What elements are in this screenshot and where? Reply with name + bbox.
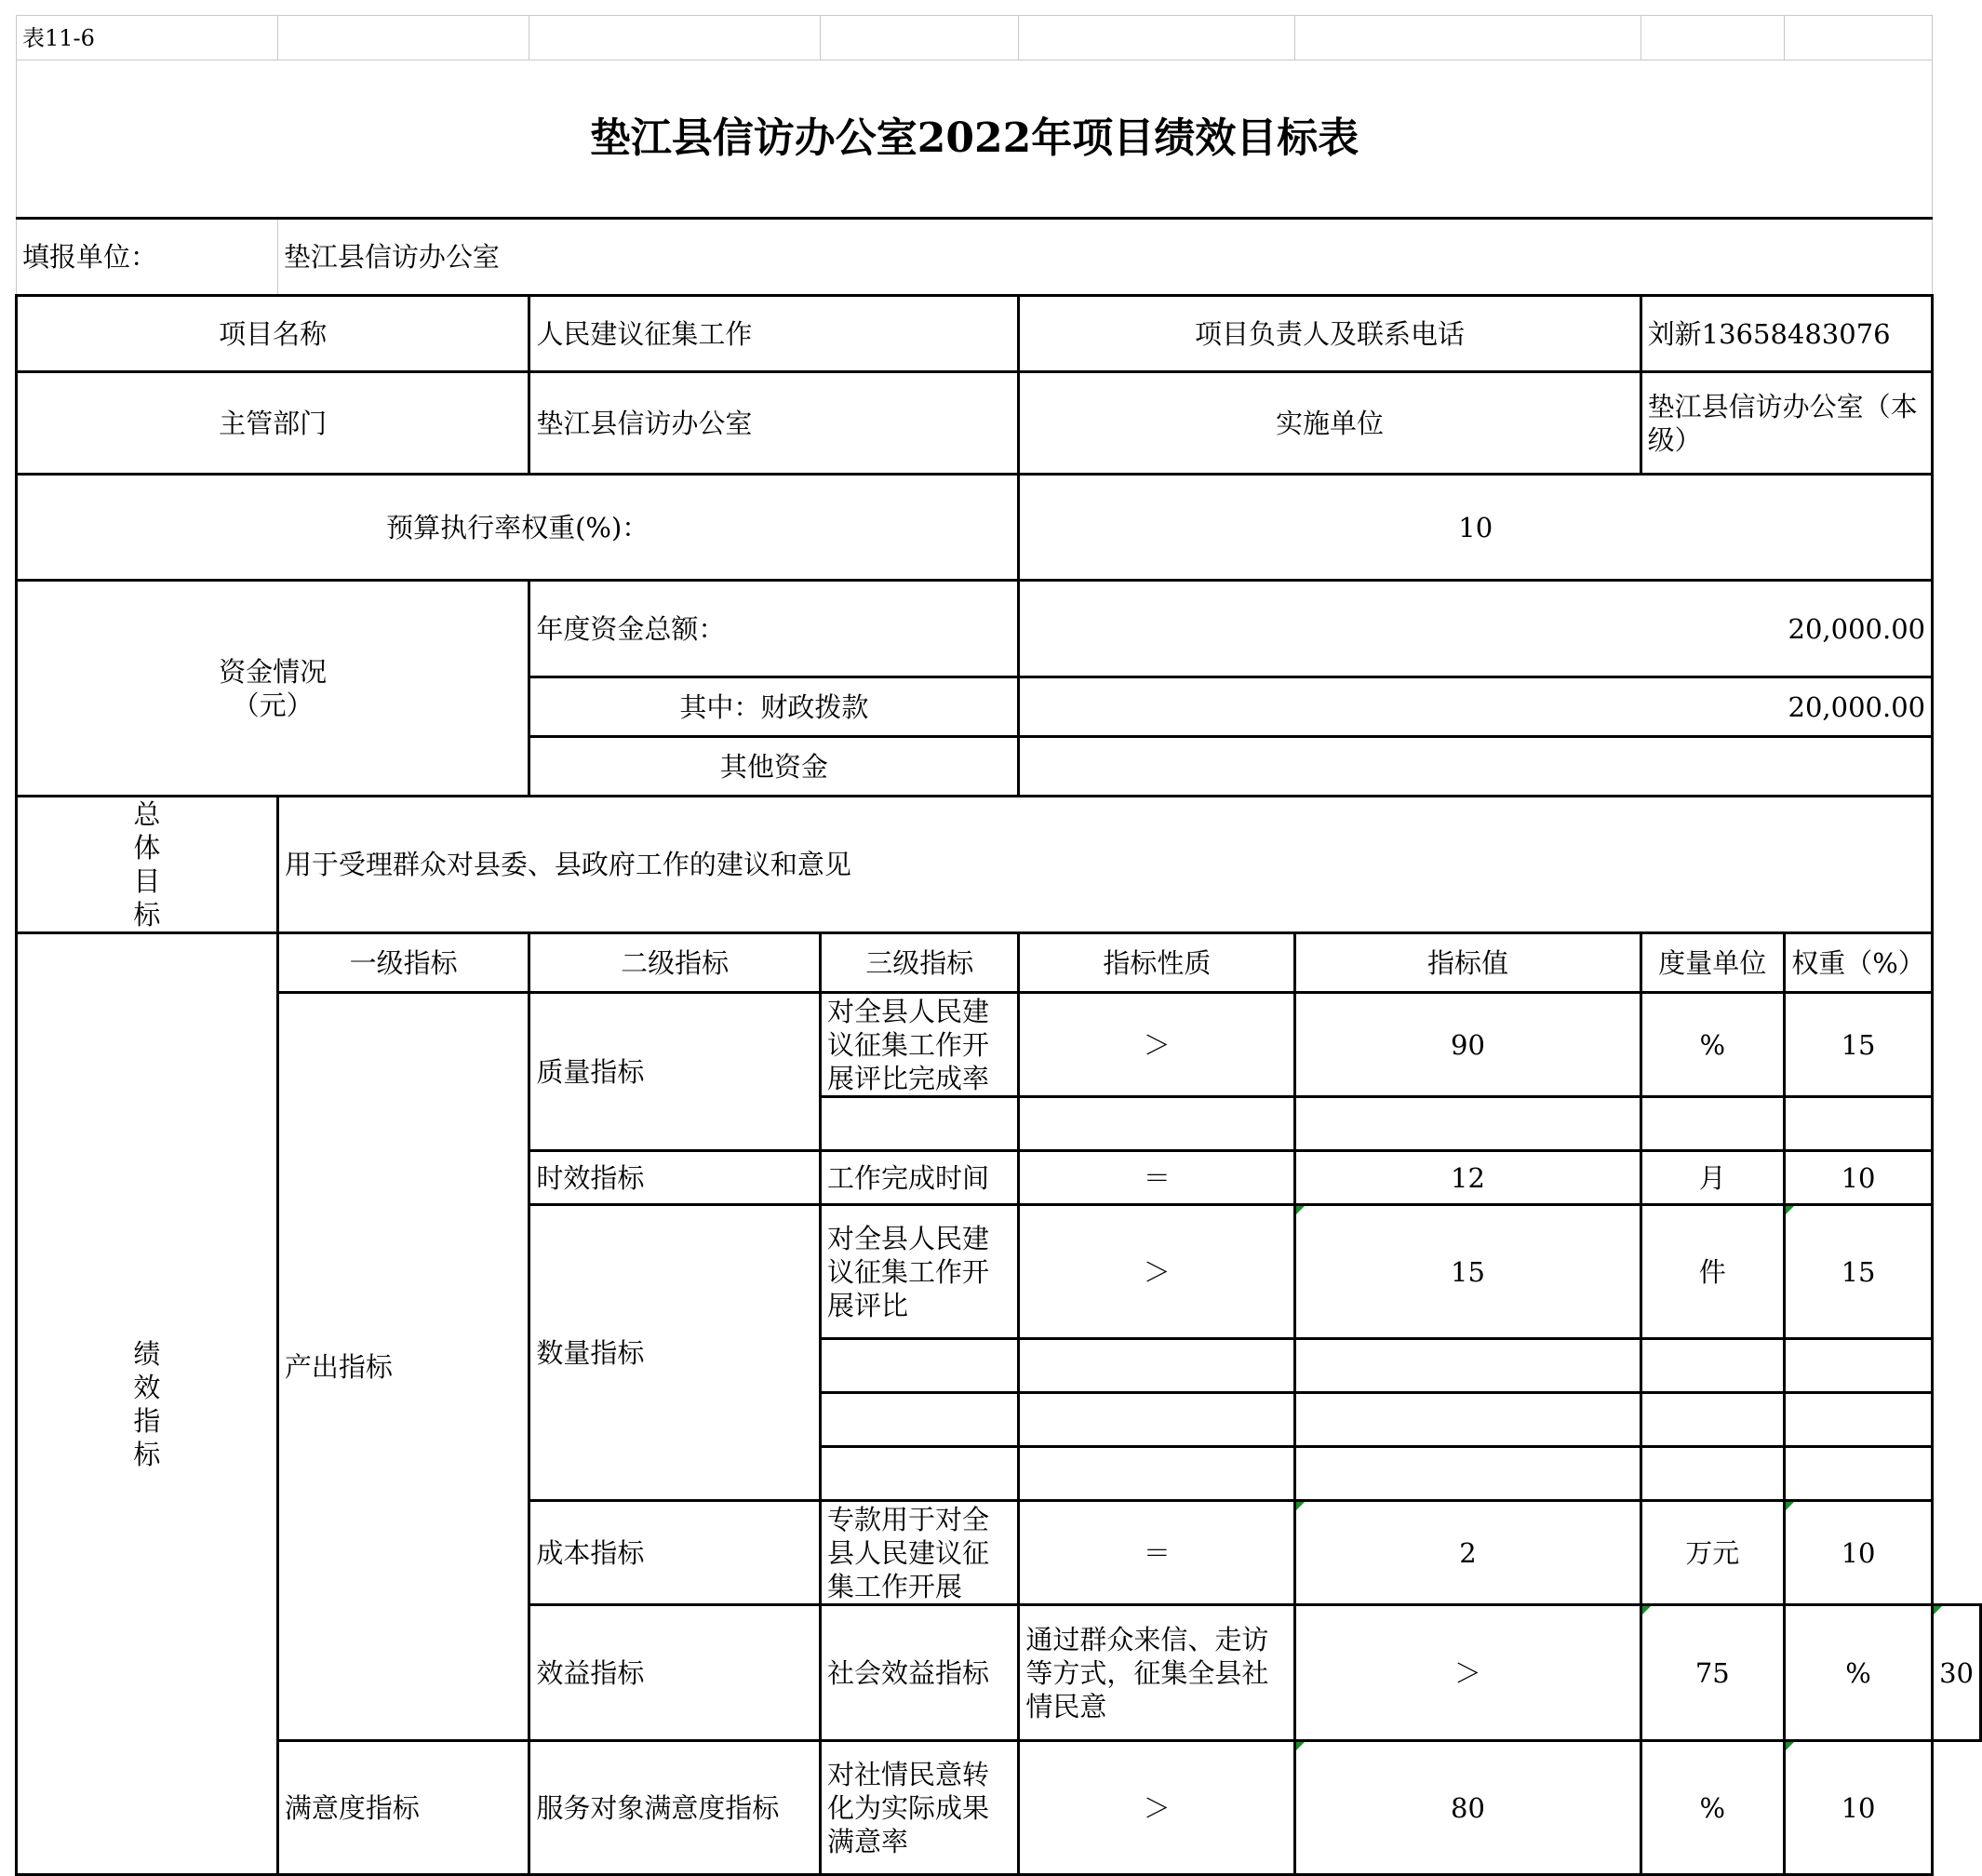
indicator-unit (1641, 1097, 1784, 1151)
level3-indicator (821, 1447, 1019, 1501)
indicator-nature: ＞ (1019, 1741, 1295, 1875)
indicator-value: 80 (1295, 1741, 1641, 1875)
level3-indicator (821, 1339, 1019, 1393)
level1-output: 产出指标 (277, 993, 529, 1741)
indicator-nature (1019, 1097, 1295, 1151)
indicator-nature: ＞ (1295, 1605, 1641, 1741)
level2-timeliness: 时效指标 (529, 1151, 821, 1205)
indicator-unit: % (1641, 993, 1784, 1097)
funds-total-label: 年度资金总额： (529, 581, 1019, 677)
indicator-nature (1019, 1393, 1295, 1447)
dept-value: 垫江县信访办公室 (529, 372, 1019, 475)
indicator-value: 90 (1295, 993, 1641, 1097)
indicator-unit: % (1784, 1605, 1932, 1741)
indicator-unit: 万元 (1641, 1501, 1784, 1605)
level3-indicator: 专款用于对全县人民建议征集工作开展 (821, 1501, 1019, 1605)
funds-total-value: 20,000.00 (1019, 581, 1933, 677)
indicator-nature: ＞ (1019, 993, 1295, 1097)
indicator-unit: % (1641, 1741, 1784, 1875)
level3-indicator: 工作完成时间 (821, 1151, 1019, 1205)
sheet-label: 表11-6 (17, 16, 278, 60)
header-unit: 度量单位 (1641, 933, 1784, 993)
level2-quantity: 数量指标 (529, 1205, 821, 1501)
indicator-unit (1641, 1393, 1784, 1447)
indicator-value: 12 (1295, 1151, 1641, 1205)
overall-goal-label-text: 总体目标 (133, 798, 161, 931)
project-name-value: 人民建议征集工作 (529, 296, 1019, 372)
header-level2: 二级指标 (529, 933, 821, 993)
funds-fiscal-value: 20,000.00 (1019, 677, 1933, 737)
header-level1: 一级指标 (277, 933, 529, 993)
level2-social: 社会效益指标 (821, 1605, 1019, 1741)
indicator-weight: 10 (1784, 1501, 1932, 1605)
project-contact-label: 项目负责人及联系电话 (1019, 296, 1641, 372)
funds-label (17, 581, 529, 797)
header-weight: 权重（%） (1784, 933, 1932, 993)
indicator-weight: 15 (1784, 993, 1932, 1097)
indicator-weight (1784, 1097, 1932, 1151)
header-nature: 指标性质 (1019, 933, 1295, 993)
indicator-weight (1784, 1393, 1932, 1447)
indicator-nature: ＝ (1019, 1501, 1295, 1605)
project-contact-value: 刘新13658483076 (1641, 296, 1932, 372)
level1-satisfaction: 满意度指标 (277, 1741, 529, 1875)
funds-other-value (1019, 737, 1933, 797)
indicator-unit: 月 (1641, 1151, 1784, 1205)
performance-indicators-label-text: 绩效指标 (133, 1337, 161, 1470)
indicator-value (1295, 1393, 1641, 1447)
indicator-value (1295, 1339, 1641, 1393)
level3-indicator: 对全县人民建议征集工作开展评比完成率 (821, 993, 1019, 1097)
level1-benefit: 效益指标 (529, 1605, 821, 1741)
level3-indicator: 通过群众来信、走访等方式，征集全县社情民意 (1019, 1605, 1295, 1741)
indicator-weight: 10 (1784, 1151, 1932, 1205)
page-title: 垫江县信访办公室2022年项目绩效目标表 (17, 60, 1933, 219)
indicator-nature (1019, 1339, 1295, 1393)
level2-cost: 成本指标 (529, 1501, 821, 1605)
overall-goal-label (17, 797, 278, 933)
project-name-label: 项目名称 (17, 296, 529, 372)
performance-indicators-label (17, 933, 278, 1875)
indicator-nature: ＞ (1019, 1205, 1295, 1339)
indicator-value: 75 (1641, 1605, 1784, 1741)
indicator-weight (1784, 1447, 1932, 1501)
level2-quality: 质量指标 (529, 993, 821, 1151)
indicator-nature: ＝ (1019, 1151, 1295, 1205)
reporting-unit-label: 填报单位： (17, 219, 278, 296)
level3-indicator: 对全县人民建议征集工作开展评比 (821, 1205, 1019, 1339)
header-level3: 三级指标 (821, 933, 1019, 993)
funds-other-label: 其他资金 (529, 737, 1019, 797)
level3-indicator: 对社情民意转化为实际成果满意率 (821, 1741, 1019, 1875)
reporting-unit-value: 垫江县信访办公室 (277, 219, 1932, 296)
indicator-weight: 30 (1933, 1605, 1981, 1741)
level3-indicator (821, 1097, 1019, 1151)
indicator-unit (1641, 1447, 1784, 1501)
impl-unit-value: 垫江县信访办公室（本级） (1641, 372, 1932, 475)
dept-label: 主管部门 (17, 372, 529, 475)
header-value: 指标值 (1295, 933, 1641, 993)
overall-goal-text: 用于受理群众对县委、县政府工作的建议和意见 (277, 797, 1932, 933)
funds-fiscal-label: 其中：财政拨款 (529, 677, 1019, 737)
performance-target-table (15, 15, 1982, 1876)
indicator-value (1295, 1097, 1641, 1151)
indicator-weight: 10 (1784, 1741, 1932, 1875)
indicator-unit (1641, 1339, 1784, 1393)
budget-weight-label: 预算执行率权重(%)： (17, 475, 1019, 581)
indicator-weight: 15 (1784, 1205, 1932, 1339)
indicator-value: 2 (1295, 1501, 1641, 1605)
funds-label-text: 资金情况（元） (219, 655, 328, 721)
indicator-weight (1784, 1339, 1932, 1393)
level2-service: 服务对象满意度指标 (529, 1741, 821, 1875)
indicator-unit: 件 (1641, 1205, 1784, 1339)
indicator-value: 15 (1295, 1205, 1641, 1339)
budget-weight-value: 10 (1019, 475, 1933, 581)
impl-unit-label: 实施单位 (1019, 372, 1641, 475)
level3-indicator (821, 1393, 1019, 1447)
indicator-nature (1019, 1447, 1295, 1501)
indicator-value (1295, 1447, 1641, 1501)
